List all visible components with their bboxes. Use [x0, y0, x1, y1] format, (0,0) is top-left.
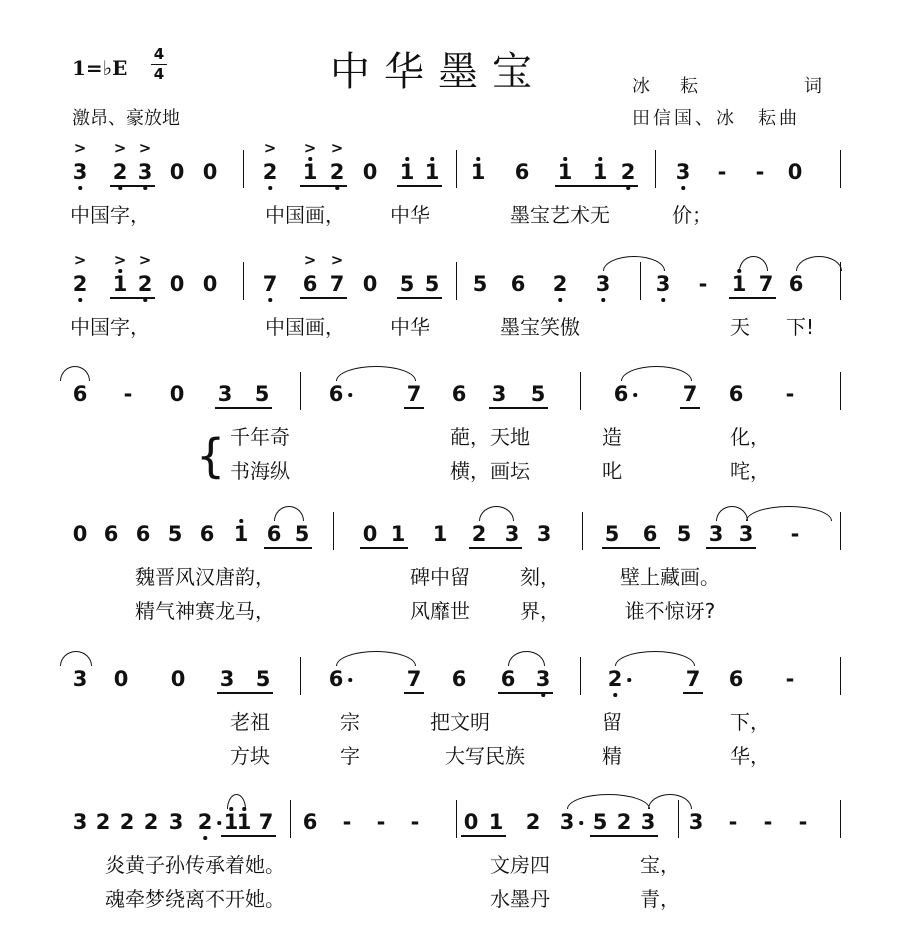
- time-signature-bottom: 4: [153, 65, 165, 83]
- note: 6: [500, 667, 516, 691]
- accent-mark: >: [73, 251, 87, 269]
- duration-dot: [348, 393, 352, 397]
- lyric: 把文明: [430, 710, 490, 734]
- lyric: 精气神赛龙马，: [135, 599, 275, 623]
- barline: [840, 512, 841, 550]
- time-signature-line: [151, 64, 167, 65]
- note: 7: [262, 272, 278, 296]
- note: 0: [463, 810, 479, 834]
- note: 1: [424, 160, 440, 184]
- note: -: [123, 382, 133, 406]
- low-octave-dot: [558, 298, 562, 302]
- note: 7: [682, 382, 698, 406]
- accent-mark: >: [263, 139, 277, 157]
- lyric: 中国字，: [70, 203, 150, 227]
- lyric: 谁不惊讶?: [624, 599, 716, 623]
- note: 6: [728, 667, 744, 691]
- verse-brace: {: [196, 429, 226, 483]
- time-signature: [150, 44, 168, 84]
- beat-underline: [217, 692, 273, 694]
- barline: [456, 150, 457, 188]
- accent-mark: >: [330, 251, 344, 269]
- note: 3: [675, 160, 691, 184]
- note: -: [790, 522, 800, 546]
- note: 2: [552, 272, 568, 296]
- beat-underline: [590, 835, 658, 837]
- note: 2: [143, 810, 159, 834]
- barline: [456, 800, 457, 838]
- beat-underline: [404, 692, 424, 694]
- tie-slur: [336, 651, 416, 666]
- lyric: 下!: [785, 315, 815, 339]
- beat-underline: [300, 185, 347, 187]
- note: -: [785, 382, 795, 406]
- note: 6: [728, 382, 744, 406]
- note: 1: [390, 522, 406, 546]
- note: 7: [329, 272, 345, 296]
- note: 2: [137, 272, 153, 296]
- high-octave-dot: [563, 157, 567, 161]
- tie-slur: [567, 794, 650, 809]
- note: 1: [488, 810, 504, 834]
- accent-mark: >: [330, 139, 344, 157]
- note: 3: [72, 160, 88, 184]
- accent-mark: >: [113, 139, 127, 157]
- note: 3: [688, 810, 704, 834]
- note: 6: [72, 382, 88, 406]
- lyric: 风靡世: [410, 599, 470, 623]
- note: 3: [559, 810, 575, 834]
- barline: [456, 262, 457, 300]
- note: 2: [112, 160, 128, 184]
- beat-underline: [469, 547, 522, 549]
- note: 6: [328, 667, 344, 691]
- note: 2: [197, 810, 213, 834]
- note: 5: [255, 667, 271, 691]
- note: 6: [328, 382, 344, 406]
- lyric: 千年奇: [230, 425, 290, 449]
- note: 6: [514, 160, 530, 184]
- accent-mark: >: [138, 139, 152, 157]
- lyric: 中华: [390, 315, 430, 339]
- lyric: 留: [602, 710, 622, 734]
- high-octave-dot: [405, 157, 409, 161]
- lyric: 化，: [730, 425, 770, 449]
- lyric: 青，: [640, 887, 680, 911]
- note: 1: [432, 522, 448, 546]
- note: 6: [103, 522, 119, 546]
- barline: [300, 372, 301, 410]
- lyric: 中国字，: [70, 315, 150, 339]
- note: 3: [640, 810, 656, 834]
- lyric: 刻，: [520, 565, 560, 589]
- low-octave-dot: [78, 186, 82, 190]
- accent-mark: >: [138, 251, 152, 269]
- note: 2: [620, 160, 636, 184]
- low-octave-dot: [78, 298, 82, 302]
- note: 5: [472, 272, 488, 296]
- note: 6: [199, 522, 215, 546]
- note: 0: [787, 160, 803, 184]
- time-signature-top: 4: [153, 45, 165, 63]
- lyric: 碑中留: [410, 565, 470, 589]
- note: 5: [592, 810, 608, 834]
- lyric: 大写民族: [445, 744, 525, 768]
- note: 1: [112, 272, 128, 296]
- lyricist-name: 冰 耘: [632, 76, 704, 97]
- note: 5: [254, 382, 270, 406]
- lyric: 方块: [230, 744, 270, 768]
- note: 5: [530, 382, 546, 406]
- note: 0: [202, 272, 218, 296]
- note: 3: [137, 160, 153, 184]
- low-octave-dot: [661, 298, 665, 302]
- accent-mark: >: [303, 139, 317, 157]
- low-octave-dot: [268, 186, 272, 190]
- lyric: 炎黄子孙传承着她。: [105, 853, 285, 877]
- lyric: 精: [602, 744, 622, 768]
- low-octave-dot: [613, 693, 617, 697]
- beat-underline: [397, 297, 442, 299]
- note: 6: [642, 522, 658, 546]
- lyric: 横，画坛: [450, 459, 530, 483]
- high-octave-dot: [308, 157, 312, 161]
- note: 0: [169, 382, 185, 406]
- note: -: [717, 160, 727, 184]
- note: 2: [525, 810, 541, 834]
- low-octave-dot: [203, 836, 207, 840]
- beat-underline: [680, 407, 700, 409]
- note: 0: [169, 160, 185, 184]
- note: 3: [72, 810, 88, 834]
- barline: [300, 657, 301, 695]
- note: 7: [685, 667, 701, 691]
- lyric: 书海纵: [230, 459, 290, 483]
- barline: [582, 512, 583, 550]
- beat-underline: [461, 835, 506, 837]
- note: -: [798, 810, 808, 834]
- note: 1: [592, 160, 608, 184]
- accent-mark: >: [303, 251, 317, 269]
- note: 3: [595, 272, 611, 296]
- barline: [243, 262, 244, 300]
- note: 1: [470, 160, 486, 184]
- note: 6: [302, 272, 318, 296]
- lyricist-credit: [632, 72, 828, 98]
- lyric: 宝，: [640, 853, 680, 877]
- note: 0: [72, 522, 88, 546]
- beat-underline: [215, 407, 272, 409]
- note: 6: [451, 667, 467, 691]
- note: 0: [170, 667, 186, 691]
- lyric: 叱: [602, 459, 622, 483]
- note: 1: [399, 160, 415, 184]
- beat-underline: [602, 547, 660, 549]
- note: -: [698, 272, 708, 296]
- beat-underline: [397, 185, 442, 187]
- tie-slur: [615, 651, 695, 666]
- note: 1: [233, 522, 249, 546]
- note: 5: [167, 522, 183, 546]
- score-system-6: [0, 808, 911, 938]
- barline: [333, 512, 334, 550]
- score-system-3: [0, 380, 911, 510]
- duration-dot: [579, 821, 583, 825]
- note: -: [342, 810, 352, 834]
- beat-underline: [110, 185, 155, 187]
- note: -: [763, 810, 773, 834]
- lyric: 壁上藏画。: [620, 565, 720, 589]
- lyric: 水墨丹: [490, 887, 550, 911]
- note: -: [728, 810, 738, 834]
- accent-mark: >: [73, 139, 87, 157]
- accent-mark: >: [113, 251, 127, 269]
- duration-dot: [217, 821, 221, 825]
- note: 7: [758, 272, 774, 296]
- note: 7: [258, 810, 274, 834]
- tie-slur: [648, 794, 692, 809]
- beat-underline: [110, 297, 155, 299]
- note: 3: [504, 522, 520, 546]
- high-octave-dot: [118, 269, 122, 273]
- barline: [840, 150, 841, 188]
- note: 3: [708, 522, 724, 546]
- lyric: 华，: [730, 744, 770, 768]
- note: 6: [266, 522, 282, 546]
- note: 6: [510, 272, 526, 296]
- beat-underline: [555, 185, 638, 187]
- note: 6: [788, 272, 804, 296]
- lyric: 葩，天地: [450, 425, 530, 449]
- note: 5: [424, 272, 440, 296]
- beat-underline: [498, 692, 553, 694]
- high-octave-dot: [430, 157, 434, 161]
- note: 6: [451, 382, 467, 406]
- tempo-marking: 激昂、豪放地: [72, 108, 180, 129]
- barline: [290, 800, 291, 838]
- note: 6: [613, 382, 629, 406]
- lyric: 文房四: [490, 853, 550, 877]
- high-octave-dot: [476, 157, 480, 161]
- note: 5: [604, 522, 620, 546]
- note: 1: [236, 810, 252, 834]
- note: 3: [536, 522, 552, 546]
- lyric: 老祖: [230, 710, 270, 734]
- note: 7: [406, 382, 422, 406]
- note: -: [376, 810, 386, 834]
- lyric: 天: [730, 315, 750, 339]
- lyric: 魂牵梦绕离不开她。: [105, 887, 285, 911]
- lyric: 墨宝艺术无: [510, 203, 610, 227]
- note: 6: [135, 522, 151, 546]
- duration-dot: [633, 393, 637, 397]
- lyricist-role: 词: [804, 76, 828, 97]
- beat-underline: [729, 297, 776, 299]
- note: 2: [95, 810, 111, 834]
- beat-underline: [264, 547, 312, 549]
- lyric: 墨宝笑傲: [500, 315, 580, 339]
- low-octave-dot: [681, 186, 685, 190]
- lyric: 宗: [340, 710, 360, 734]
- note: 2: [72, 272, 88, 296]
- note: 3: [535, 667, 551, 691]
- note: 1: [731, 272, 747, 296]
- note: 0: [169, 272, 185, 296]
- lyric: 下，: [730, 710, 770, 734]
- tie-slur: [508, 651, 545, 666]
- note: 2: [262, 160, 278, 184]
- note: 0: [362, 522, 378, 546]
- high-octave-dot: [598, 157, 602, 161]
- note: 1: [223, 810, 239, 834]
- lyric: 字: [340, 744, 360, 768]
- note: -: [410, 810, 420, 834]
- note: 2: [471, 522, 487, 546]
- low-octave-dot: [601, 298, 605, 302]
- note: 0: [202, 160, 218, 184]
- duration-dot: [627, 678, 631, 682]
- key-signature: 1=♭E: [72, 56, 128, 80]
- lyric: 魏晋风汉唐韵，: [135, 565, 275, 589]
- composer-credit: 田信国、冰 耘曲: [632, 108, 800, 129]
- note: 6: [302, 810, 318, 834]
- note: 1: [557, 160, 573, 184]
- beat-underline: [489, 407, 548, 409]
- note: 3: [168, 810, 184, 834]
- barline: [840, 372, 841, 410]
- lyric: 造: [602, 425, 622, 449]
- beat-underline: [706, 547, 756, 549]
- beat-underline: [683, 692, 703, 694]
- score-system-4: [0, 520, 911, 650]
- note: -: [755, 160, 765, 184]
- note: 3: [738, 522, 754, 546]
- note: 7: [406, 667, 422, 691]
- barline: [840, 800, 841, 838]
- lyric: 咤，: [730, 459, 770, 483]
- beat-underline: [300, 297, 347, 299]
- tie-slur: [60, 651, 92, 666]
- duration-dot: [348, 678, 352, 682]
- lyric: 中华: [390, 203, 430, 227]
- note: 0: [113, 667, 129, 691]
- barline: [580, 372, 581, 410]
- beat-underline: [404, 407, 424, 409]
- lyric: 价；: [672, 203, 712, 227]
- note: 0: [362, 272, 378, 296]
- note: 3: [72, 667, 88, 691]
- note: 2: [616, 810, 632, 834]
- note: 3: [491, 382, 507, 406]
- note: 2: [607, 667, 623, 691]
- beat-underline: [360, 547, 408, 549]
- song-title: 中华墨宝: [330, 49, 546, 95]
- lyric: 中国画，: [265, 203, 345, 227]
- note: -: [785, 667, 795, 691]
- tie-slur: [227, 794, 246, 809]
- note: 5: [399, 272, 415, 296]
- note: 3: [217, 382, 233, 406]
- note: 0: [362, 160, 378, 184]
- note: 2: [329, 160, 345, 184]
- high-octave-dot: [239, 519, 243, 523]
- beat-underline: [221, 835, 276, 837]
- lyric: 界，: [520, 599, 560, 623]
- low-octave-dot: [268, 298, 272, 302]
- note: 5: [294, 522, 310, 546]
- barline: [243, 150, 244, 188]
- note: 3: [655, 272, 671, 296]
- note: 1: [302, 160, 318, 184]
- note: 5: [676, 522, 692, 546]
- score-system-5: [0, 665, 911, 795]
- note: 2: [119, 810, 135, 834]
- barline: [840, 657, 841, 695]
- barline: [580, 657, 581, 695]
- lyric: 中国画，: [265, 315, 345, 339]
- note: 3: [219, 667, 235, 691]
- barline: [655, 150, 656, 188]
